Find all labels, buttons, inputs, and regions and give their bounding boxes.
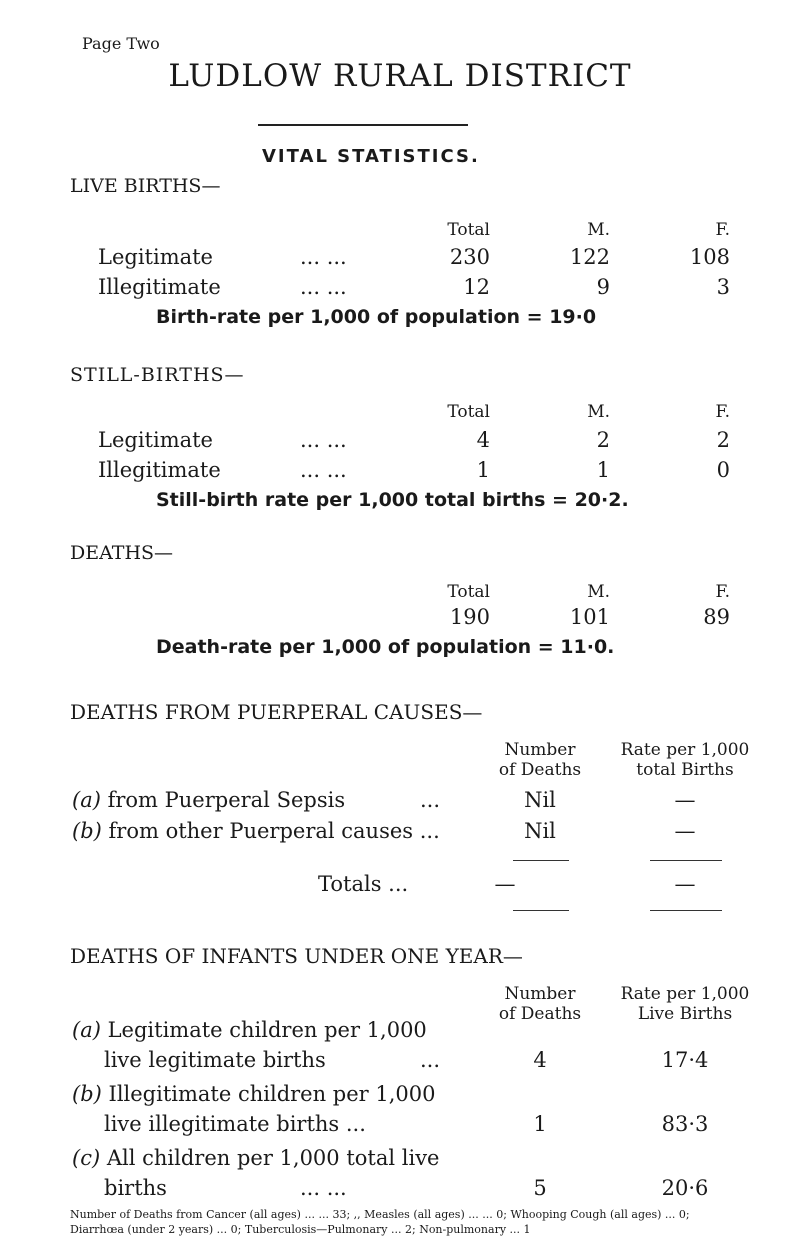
row-number: Nil [524, 819, 556, 843]
col-header-f: F. [715, 582, 730, 602]
row-f: 2 [716, 428, 730, 452]
row-number: Nil [524, 788, 556, 812]
row-number: 4 [533, 1048, 547, 1072]
row-total: 230 [449, 245, 490, 269]
cause-value: 33 [332, 1208, 347, 1221]
cause-label: Non-pulmonary ... [419, 1223, 521, 1236]
deaths-m: 101 [569, 605, 610, 629]
col-header-total: Total [447, 220, 490, 240]
totals-number: — [494, 872, 516, 896]
row-m: 9 [596, 275, 610, 299]
row-m: 2 [596, 428, 610, 452]
deaths-total: 190 [449, 605, 490, 629]
deaths-heading: DEATHS— [70, 542, 174, 564]
row-total: 4 [476, 428, 490, 452]
col-header-rate: Rate per 1,000 total Births [620, 740, 750, 780]
row-dots: ... ... [300, 458, 347, 482]
section-title: VITAL STATISTICS. [262, 146, 480, 167]
cause-label: Cancer (all ages) [206, 1208, 301, 1221]
row-m: 1 [596, 458, 610, 482]
cause-dots: ... ... [304, 1208, 329, 1221]
rule-line [650, 860, 722, 861]
cause-label: Tuberculosis—Pulmonary [244, 1223, 388, 1236]
row-line1: (a) Legitimate children per 1,000 [72, 1018, 427, 1042]
cause-dots: ... ... [468, 1208, 493, 1221]
still-birth-rate-line: Still-birth rate per 1,000 total births = 20·2. [156, 489, 629, 511]
col-header-number: Number of Deaths [498, 984, 582, 1024]
row-line2: live legitimate births [104, 1048, 326, 1072]
col-header-m: M. [587, 582, 610, 602]
cause-label: Measles (all ages) [364, 1208, 465, 1221]
row-line1: (b) Illegitimate children per 1,000 [72, 1082, 436, 1106]
cause-value: 2 [404, 1223, 412, 1236]
totals-rate: — [674, 872, 696, 896]
col-header-m: M. [587, 402, 610, 422]
cause-value: 0 [678, 1208, 686, 1221]
row-total: 12 [463, 275, 490, 299]
row-prefix: (a) from Puerperal Sepsis [72, 788, 346, 812]
causes-list: Number of Deaths from Cancer (all ages) ... ... 33; ,, Measles (all ages) ... ... 0; Whooping Cough (all ages) ... 0; [70, 1208, 690, 1221]
row-line2: births [104, 1176, 167, 1200]
row-dots: ... ... [300, 275, 347, 299]
cause-label: Whooping Cough (all ages) ... [510, 1208, 676, 1221]
row-prefix: (b) from other Puerperal causes ... [72, 819, 440, 843]
col-header-number: Number of Deaths [498, 740, 582, 780]
col-header-total: Total [447, 582, 490, 602]
deaths-f: 89 [703, 605, 730, 629]
row-dots: ... ... [300, 1176, 347, 1200]
still-births-heading: STILL-BIRTHS— [70, 364, 245, 386]
col-header-m: M. [587, 220, 610, 240]
death-rate-line: Death-rate per 1,000 of population = 11·0. [156, 636, 615, 658]
puerperal-heading: DEATHS FROM PUERPERAL CAUSES— [70, 700, 483, 724]
cause-value: 0 [496, 1208, 504, 1221]
row-f: 3 [716, 275, 730, 299]
rule-line [513, 910, 569, 911]
causes-list-2: Diarrhœa (under 2 years) ... 0; Tuberculosis—Pulmonary ... 2; Non-pulmonary ... 1 [70, 1223, 531, 1236]
causes-lead: Number of Deaths from [70, 1208, 203, 1221]
row-dots: ... [420, 1048, 441, 1072]
col-header-f: F. [715, 402, 730, 422]
col-header-rate: Rate per 1,000 Live Births [620, 984, 750, 1024]
cause-dots: ... [216, 1223, 228, 1236]
row-rate: — [674, 788, 696, 812]
row-dots: ... ... [300, 245, 347, 269]
rule-line [650, 910, 722, 911]
cause-ditto: ,, [353, 1208, 361, 1221]
totals-label: Totals ... [318, 872, 409, 896]
row-label: Illegitimate [98, 275, 221, 299]
row-total: 1 [476, 458, 490, 482]
row-label: Illegitimate [98, 458, 221, 482]
row-f: 0 [716, 458, 730, 482]
cause-label: Diarrhœa (under 2 years) [70, 1223, 214, 1236]
row-label: Legitimate [98, 428, 213, 452]
col-header-f: F. [715, 220, 730, 240]
rule-line [513, 860, 569, 861]
row-line2: live illegitimate births ... [104, 1112, 366, 1136]
row-rate: — [674, 819, 696, 843]
row-rate: 17·4 [661, 1048, 709, 1072]
live-births-heading: LIVE BIRTHS— [70, 175, 221, 197]
birth-rate-line: Birth-rate per 1,000 of population = 19·0 [156, 306, 597, 328]
row-f: 108 [689, 245, 730, 269]
row-rate: 83·3 [661, 1112, 709, 1136]
page-label: Page Two [82, 34, 160, 53]
page-title: LUDLOW RURAL DISTRICT [168, 58, 632, 94]
cause-dots: ... [390, 1223, 402, 1236]
row-dots: ... ... [300, 428, 347, 452]
col-header-total: Total [447, 402, 490, 422]
row-rate: 20·6 [661, 1176, 709, 1200]
cause-value: 0 [230, 1223, 238, 1236]
row-number: 5 [533, 1176, 547, 1200]
infants-heading: DEATHS OF INFANTS UNDER ONE YEAR— [70, 944, 523, 968]
row-dots: ... [420, 788, 441, 812]
row-m: 122 [569, 245, 610, 269]
row-number: 1 [533, 1112, 547, 1136]
cause-value: 1 [523, 1223, 531, 1236]
title-rule [258, 124, 468, 126]
row-line1: (c) All children per 1,000 total live [72, 1146, 440, 1170]
row-label: Legitimate [98, 245, 213, 269]
